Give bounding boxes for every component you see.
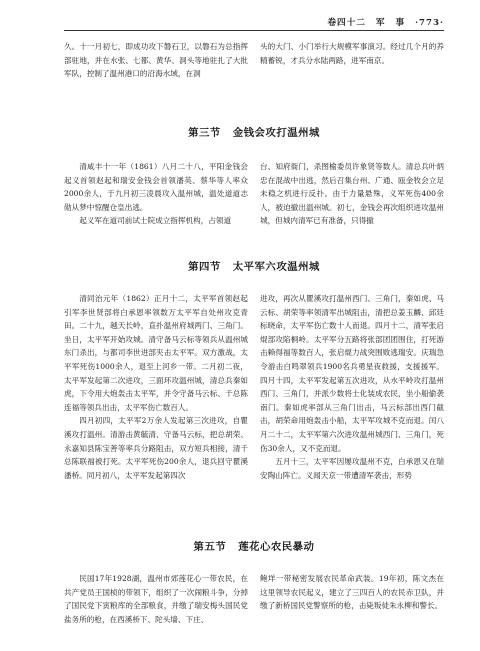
section-4-title: 太平军六攻温州城 <box>232 261 320 273</box>
section-4-left-column <box>64 292 248 510</box>
paragraph: 鲍垟一带秘密发展农民革命武装。19年初，陈文杰在这里领导农民起义，建立了三四百人的农民赤卫队，并缴了新桥国民党警察所的枪，击毙叛徒朱永柳和警长。 <box>260 574 444 611</box>
section-3-title: 金钱会攻打温州城 <box>232 127 320 139</box>
section-4-heading <box>64 258 444 273</box>
paragraph: 清同治元年（1862）正月十二，太平军首领赵起引军李世贤部将白承恩率领数万太平军自处州攻克青田。二十九，越天长岭，直扑温州府城两门、三角门。坐日，太平军开始攻城。清守备马云标等领兵从温州城东门杀出，与都司李世进部夹击太平军。双方激战，太平军死伤1000余人，退至上河乡一带。二月初二夜，太平军发起第二次进攻，三面环攻温州城，清总兵秦如虎，下令用大炮轰击太平军，并令守备马云标、千总陈连福等领兵出击，太平军伤亡数百人。 <box>64 294 248 412</box>
top-left-column <box>64 40 248 86</box>
paragraph: 清咸丰十一年（1861）八月二十八，平阳金钱会起义首领赵起和瑞安金钱会首领潘英、蔡华等人率众2000余人，于九月初三凌晨攻入温州城，温处道道志勋从梦中惊醒仓皇出逃。 <box>64 162 248 212</box>
section-5-title: 莲花心农民暴动 <box>238 541 315 553</box>
paragraph: 起义军在道司前试士院成立指挥机构，占领道 <box>79 216 232 226</box>
page-number: ·773· <box>415 18 444 28</box>
paragraph: 台、知府衙门，杀图榆委员许象贤等数人。清总兵叶炳忠在混战中出逃，然后召集台州、广通、瓯金牧会立足未稳之机进行反扑。由于力量悬殊，义军死伤400余人，被迫撤出温州城。初七，金钱会再次组织进攻温州城，但城内清军已有准备，只得撤 <box>260 162 444 226</box>
section-5-body <box>64 572 444 632</box>
section-3-heading <box>64 124 444 139</box>
subject-label-2: 事 <box>395 18 406 28</box>
paragraph: 头的大门、小门举行大规模军事演习。经过几个月的养精蓄锐，才兵分水陆两路，进军南京。 <box>260 42 444 65</box>
volume-label: 卷四十二 <box>327 18 366 28</box>
top-text-block <box>64 40 444 86</box>
section-3-body <box>64 160 444 230</box>
paragraph: 进攻，再次从瞿溪攻打温州西门、三角门，秦如虎、马云标、胡荣等率领清军出城阻击，清把总姜玉麟、邱廷标晓命，太平军伤亡数十人而退。四月十二，清军张启焜部攻陷桐岭。太平军分五路将张部团团围住，打死游击赖得福等数百人，张启焜力战突围败逃瑞安。庆瑞急令游击白鸣翠领兵1900名兵勇星夜救援，支援援军。四月十四，太平军发起第五次进攻，从水平岭攻打温州西门、三角门，并派少数将士化装成农民，坐小船偷袭南门。秦如虎率部从三角门出击，马云标部出西门截击，胡荣命用炮轰击小船，太平军攻城不克而退。闰八月二十二，太平军第六次进攻温州城西门、三角门，死伤30余人，又不克而退。 <box>260 294 444 453</box>
section-5-right-column <box>260 572 444 632</box>
paragraph: 民国17年1928湖，温州市郊莲花心一带农民，在共产党员王国桢的带领下，组织了一次闹粮斗争，分掉了国民党下寅粮库的全部粮食，并缴了瑞安梅头国民党盐务所的枪，在西溪桥下、陀头墙、下庄、 <box>64 574 248 624</box>
paragraph: 四月初四，太平军2万余人发起第三次进攻，自瞿溪攻打温州。清游击黄毓清、守备马云标，把总胡荣、永嘉知县陈宝善等率兵分路阻击，双方短兵相接，清千总陈联福被打死。太平军死伤200余人，退兵回守瞿溪潘桥。同月初八，太平军发起第四次 <box>64 416 248 480</box>
header-rule <box>64 30 444 31</box>
section-5-number: 第五节 <box>193 541 227 553</box>
section-3-right-column <box>260 160 444 230</box>
section-3-number: 第三节 <box>188 127 221 139</box>
subject-label: 军 <box>375 18 386 28</box>
section-5-heading <box>64 538 444 553</box>
section-4-right-column <box>260 292 444 510</box>
paragraph: 久。十一月初七，即成功攻下磐石卫，以磐石为总指挥部驻地，并在水张、七都、黄华、洞头等地驻扎了大批军队，控制了温州港口的沿海水域，在洞 <box>64 42 248 79</box>
top-right-column <box>260 40 444 86</box>
section-4-number: 第四节 <box>188 261 221 273</box>
section-4-body <box>64 292 444 510</box>
paragraph: 五月十三，太平军因屡攻温州不克，白承恩又在瑞安陶山阵亡。义闻天京一带遭清军袭击，形势 <box>260 457 444 480</box>
running-header <box>321 16 444 28</box>
section-5-left-column <box>64 572 248 632</box>
section-3-left-column <box>64 160 248 230</box>
